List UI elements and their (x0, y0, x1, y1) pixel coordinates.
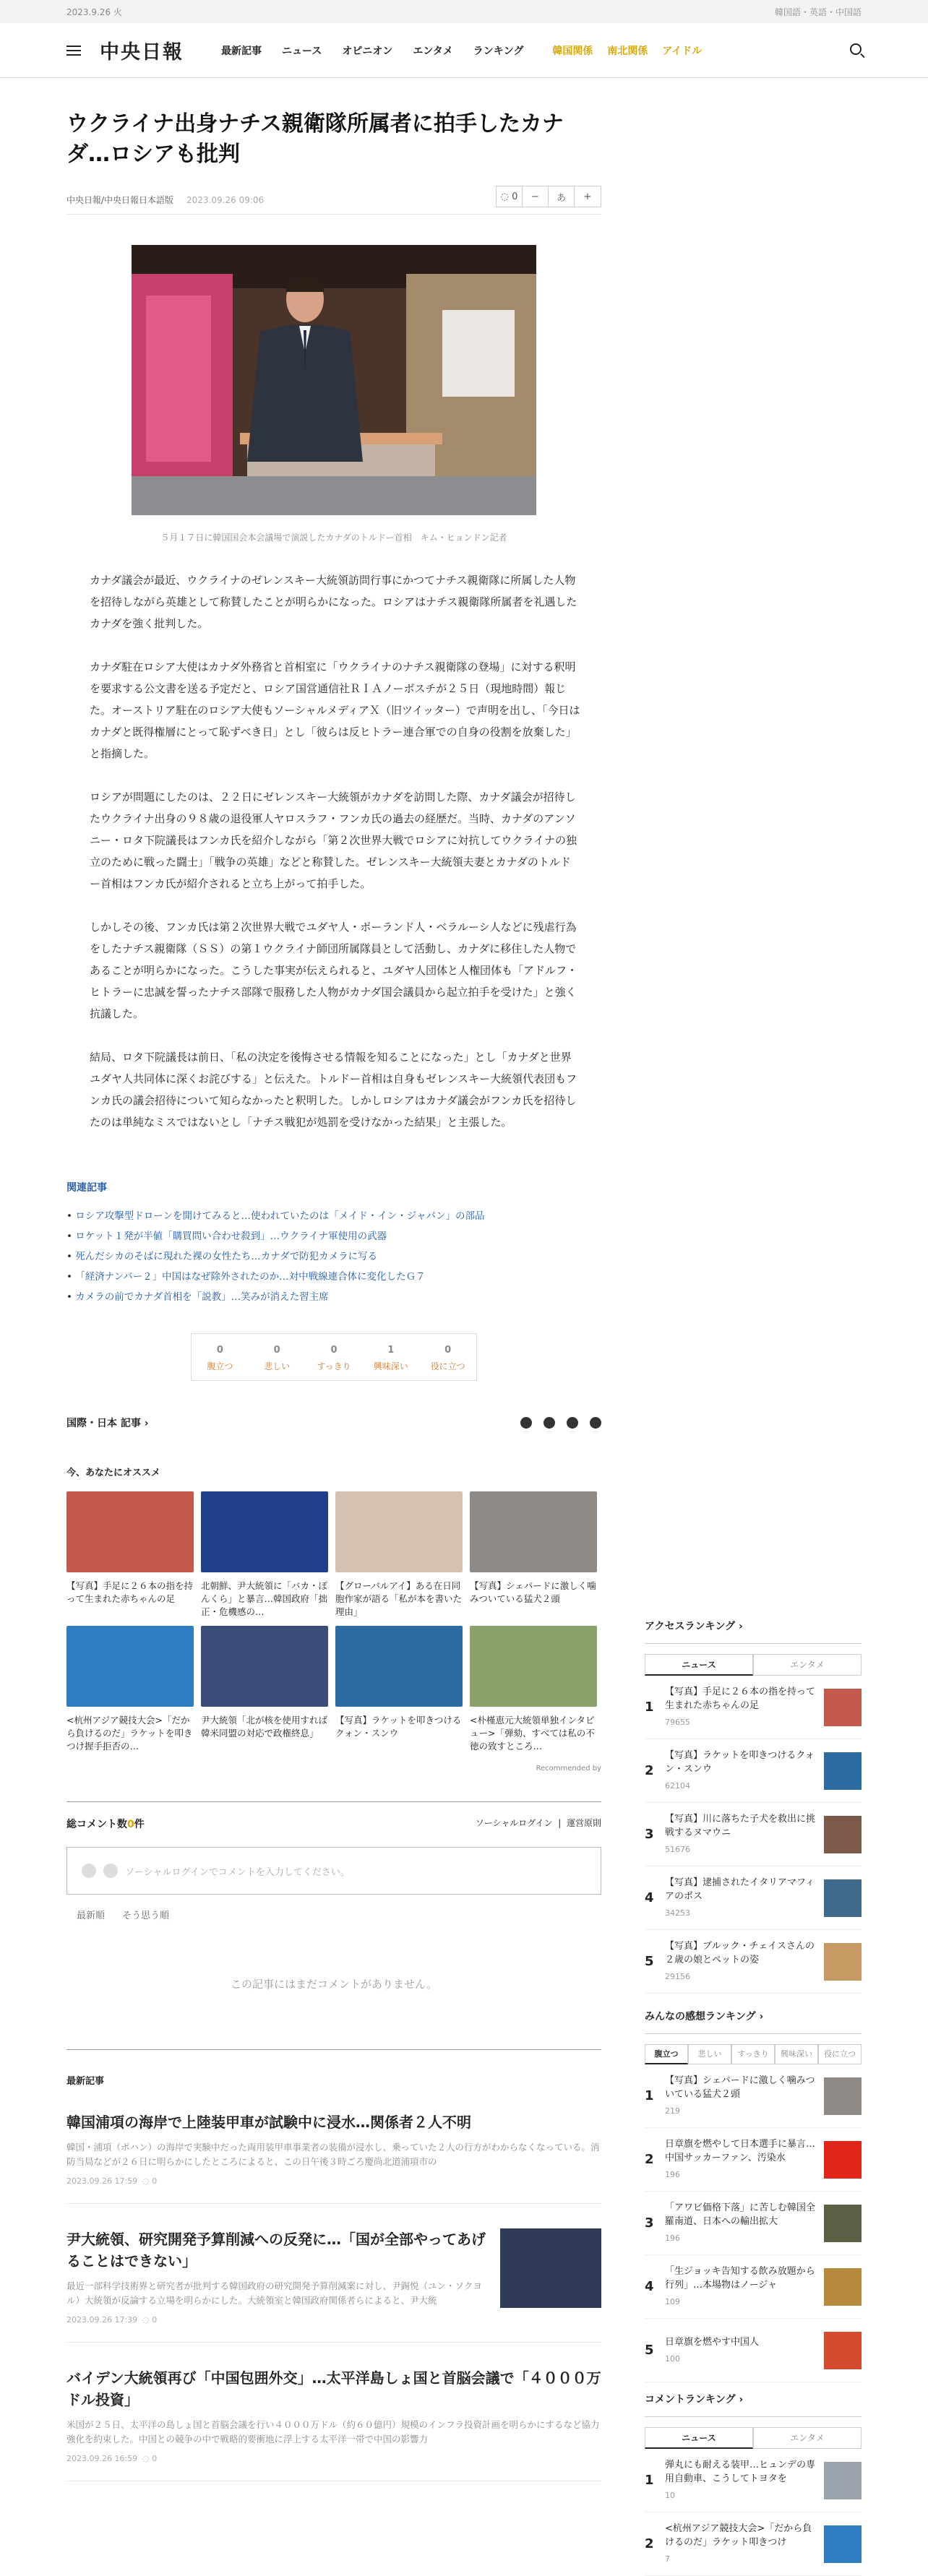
facebook-login-icon[interactable] (103, 1864, 118, 1878)
reco-thumb (201, 1626, 328, 1707)
related-heading: 関連記事 (66, 1182, 107, 1194)
reco-thumb (470, 1491, 597, 1572)
facebook-icon[interactable] (544, 1417, 555, 1429)
reco-card[interactable]: 北朝鮮、尹大統領に「バカ・ぽんくら」と暴言…韓国政府「拙正・危機感の… (201, 1491, 328, 1619)
feeling-ranking (645, 2009, 862, 2382)
news-desc: 米国が２５日、太平洋の島しょ国と首脳会議を行い４０００万ドル（約６０億円）規模のインフラ投資計画を明らかにするなど協力強化を約束した。中国との競争の中で戦略的要衝地に浮上する太平洋一帯で中国の影響力 (66, 2419, 600, 2444)
rank-thumb (824, 1752, 862, 1790)
rank-thumb (824, 2525, 862, 2563)
paragraph: ロシアが問題にしたのは、２２日にゼレンスキー大統領がカナダを訪問した際、カナダ議会が招待したウクライナ出身の９８歳の退役軍人ヤロスラフ・フンカ氏の過去の経歴だ。当時、カナダのアンソニー・ロタ下院議長はフンカ氏を紹介しながら「第２次世界大戦でロシアに対抗してウクライナの独立のために戦った闘士」「戦争の英雄」などと称賛した。ゼレンスキー大統領夫妻とカナダのトルドー首相はフンカ氏が紹介されると立ち上がって拍手した。 (90, 791, 577, 890)
comment-links: ソーシャルログイン | 運営原則 (475, 1818, 601, 1828)
paragraph: カナダ駐在ロシア大使はカナダ外務省と首相室に「ウクライナのナチス親衛隊の登場」に対する釈明を要求する公文書を送る予定だと、ロシア国営通信社ＲＩＡノーボスチが２５日（現地時間）報じた。オーストリア駐在のロシア大使もソーシャルメディアＸ（旧ツイッター）で声明を出し、「今日はカナダと既得権層にとって恥ずべき日」とし「彼らは反ヒトラー連合軍での自身の役割を放棄した」と指摘した。 (90, 660, 580, 760)
twitter-login-icon[interactable] (82, 1864, 96, 1878)
news-date: 2023.09.26 16:59 ◌ 0 (66, 2454, 158, 2463)
news-item[interactable] (66, 2228, 601, 2343)
nav-ranking[interactable]: ランキング (473, 45, 524, 57)
comment-input[interactable] (66, 1847, 601, 1895)
article-source: 中央日報/中央日報日本語版 (66, 195, 174, 205)
rank-item[interactable]: 3 【写真】川に落ちた子犬を救出に挑戦するヌマウニ 51676 (645, 1803, 862, 1866)
comment-placeholder: ソーシャルログインでコメントを入力してください。 (125, 1866, 350, 1878)
recommended-by[interactable]: Recommended by (536, 1765, 601, 1772)
section-header (66, 1416, 601, 1430)
rank-thumb (824, 1689, 862, 1726)
rank-item[interactable]: 2 <杭州アジア競技大会>「だから負けるのだ」ラケット叩きつけ 7 (645, 2512, 862, 2576)
rank-item[interactable]: 5 【写真】ブルック・チェイスさんの２歳の娘とペットの姿 29156 (645, 1930, 862, 1994)
comment-sort (66, 1908, 601, 1921)
paragraph: 結局、ロタ下院議長は前日、「私の決定を後悔させる情報を知ることになった」とし「カナダと世界ユダヤ人共同体に深くお詫びする」と伝えた。トルドー首相は自身もゼレンスキー大統領代表団もフンカ氏の議会招待について知らなかったと釈明した。しかしロシアはカナダ議会がフンカ氏を招待したのは単純なミスではないとし「ナチス戦犯が処罰を受けなかった結果」と主張した。 (90, 1051, 577, 1129)
rank-thumb (824, 1879, 862, 1917)
reco-card[interactable]: <杭州アジア競技大会>「だから負けるのだ」ラケットを叩きつけ握手拒否の… (66, 1626, 194, 1753)
latest-heading: 最新記事 (66, 2076, 105, 2087)
recommendation-heading: 今、あなたにオススメ (66, 1468, 160, 1478)
rank-thumb (824, 1816, 862, 1853)
article-meta (66, 186, 601, 215)
rank-item[interactable]: 5 日章旗を燃やす中国人 100 (645, 2319, 862, 2382)
reaction-bar (191, 1333, 477, 1381)
reco-card[interactable]: <朴槿恵元大統領単独インタビュー>「弾劾、すべては私の不徳の致すところ… (470, 1626, 597, 1753)
font-size-label: あ (549, 186, 575, 207)
photo-trudeau-speech (132, 245, 536, 515)
mail-icon[interactable] (590, 1417, 601, 1429)
comment-ranking-title[interactable]: コメントランキング › (645, 2392, 862, 2417)
reco-card[interactable]: 【写真】ラケットを叩きつけるクォン・スンウ (335, 1626, 463, 1753)
reaction-refreshed[interactable]: 0 すっきり (317, 1345, 351, 1371)
sort-latest[interactable]: 最新順 (77, 1911, 106, 1921)
rank-item[interactable]: 2 日章旗を燃やして日本選手に暴言…中国サッカーファン、汚染水 196 (645, 2128, 862, 2192)
news-title[interactable]: バイデン大統領再び「中国包囲外交」…太平洋島しょ国と首脳会議で「４０００万ドル投資」 (66, 2369, 601, 2408)
news-item[interactable] (66, 2111, 601, 2204)
nav-news[interactable]: ニュース (282, 45, 322, 57)
article-photo (132, 245, 536, 515)
font-increase-button[interactable]: + (583, 191, 592, 202)
rank-thumb (824, 2141, 862, 2179)
rank-item[interactable]: 4 【写真】逮捕されたイタリアマフィアのボス 34253 (645, 1866, 862, 1930)
related-link[interactable]: • カメラの前でカナダ首相を「説教」…笑みが消えた習主席 (66, 1287, 601, 1307)
related-link[interactable]: • 「経済ナンバー２」中国はなぜ除外されたのか…対中戦線連合体に変化したＧ７ (66, 1267, 601, 1287)
rules-link[interactable]: 運営原則 (566, 1818, 601, 1828)
rank-thumb (824, 2268, 862, 2306)
tab-useful[interactable]: 役に立つ (818, 2044, 862, 2064)
nav-opinion[interactable]: オピニオン (342, 45, 393, 57)
news-date: 2023.09.26 17:59 ◌ 0 (66, 2176, 158, 2186)
menu-icon[interactable] (66, 46, 81, 56)
line-icon[interactable] (567, 1417, 578, 1429)
access-ranking-title[interactable]: アクセスランキング › (645, 1619, 862, 1644)
nav-inter-korean[interactable]: 南北関係 (607, 45, 648, 57)
reco-thumb (66, 1491, 194, 1572)
tab-angry[interactable]: 腹立つ (645, 2044, 688, 2064)
tab-interesting[interactable]: 興味深い (775, 2044, 818, 2064)
nav-entertainment[interactable]: エンタメ (413, 45, 453, 57)
news-title[interactable]: 尹大統領、研究開発予算削減への反発に…「国が全部やってあげることはできない」 (66, 2231, 486, 2270)
site-header (0, 23, 928, 78)
news-title[interactable]: 韓国浦項の海岸で上陸装甲車が試験中に浸水…関係者２人不明 (66, 2114, 471, 2131)
article-tools (496, 186, 601, 207)
reco-card[interactable]: 尹大統領「北が核を使用すれば韓米同盟の対応で政権終息」 (201, 1626, 328, 1753)
site-logo[interactable]: 中央日報 (100, 41, 184, 64)
article-date: 2023.09.26 09:06 (186, 194, 265, 205)
access-ranking (645, 1619, 862, 1994)
topic-nav (552, 43, 702, 58)
article-title: ウクライナ出身ナチス親衛隊所属者に拍手したカナダ…ロシアも批判 (66, 111, 564, 167)
feeling-ranking-title[interactable]: みんなの感想ランキング › (645, 2009, 862, 2034)
comment-rank-tabs (645, 2427, 862, 2449)
nav-korea-relations[interactable]: 韓国関係 (552, 45, 593, 57)
twitter-icon[interactable] (520, 1417, 532, 1429)
feeling-tabs (645, 2044, 862, 2064)
related-link[interactable]: • ロケット１発が半値「購買問い合わせ殺到」…ウクライナ軍使用の武器 (66, 1226, 601, 1246)
rank-thumb (824, 2332, 862, 2369)
reco-thumb (335, 1626, 463, 1707)
nav-latest[interactable]: 最新記事 (221, 45, 262, 57)
access-tabs (645, 1654, 862, 1676)
rank-thumb (824, 2077, 862, 2115)
share-buttons (520, 1417, 601, 1429)
rank-item[interactable]: 1 弾丸にも耐える装甲…ヒュンデの専用自動車、こうしてトヨタを 10 (645, 2449, 862, 2512)
empty-comments: この記事にはまだコメントがありません。 (66, 1976, 601, 2050)
tab-sad[interactable]: 悲しい (688, 2044, 731, 2064)
reaction-sad[interactable]: 0 悲しい (264, 1345, 291, 1371)
sort-agree[interactable]: そう思う順 (122, 1911, 170, 1921)
photo-caption: ５月１７日に韓国国会本会議場で演説したカナダのトルドー首相 キム・ヒョンドン記者 (160, 533, 507, 543)
reaction-angry[interactable]: 0 腹立つ (207, 1345, 233, 1371)
news-desc: 最近一部科学技術界と研究者が批判する韓国政府の研究開発予算削減案に対し、尹錫悦（ユン・ソクヨル）大統領が反論する立場を明らかにした。大統領室と韓国政府関係者らによると、尹大統 (66, 2280, 482, 2306)
related-list (66, 1206, 601, 1307)
rank-item[interactable]: 2 【写真】ラケットを叩きつけるクォン・スンウ 62104 (645, 1739, 862, 1803)
reco-thumb (470, 1626, 597, 1707)
reco-card[interactable]: 【グローバルアイ】ある在日同胞作家が語る「私が本を書いた理由」 (335, 1491, 463, 1619)
recommendation-grid (66, 1491, 601, 1753)
rank-thumb (824, 2205, 862, 2242)
tab-news[interactable]: ニュース (645, 2427, 753, 2449)
reco-thumb (201, 1491, 328, 1572)
reaction-interesting[interactable]: 1 興味深い (373, 1345, 408, 1371)
reco-thumb (335, 1491, 463, 1572)
top-bar (0, 0, 928, 23)
reco-card[interactable]: 【写真】手足に２６本の指を持って生まれた赤ちゃんの足 (66, 1491, 194, 1619)
comment-count-button[interactable]: ◌ 0 (497, 186, 523, 207)
section-link[interactable]: 国際・日本 記事 › (66, 1418, 149, 1429)
nav-idol[interactable]: アイドル (662, 45, 703, 57)
rank-thumb (824, 2462, 862, 2499)
related-link[interactable]: • 死んだシカのそばに現れた裸の女性たち…カナダで防犯カメラに写る (66, 1246, 601, 1267)
social-login-link[interactable]: ソーシャルログイン (475, 1818, 553, 1828)
tab-refreshed[interactable]: すっきり (731, 2044, 775, 2064)
comment-title: 総コメント数0件 (66, 1819, 145, 1830)
tab-entertainment[interactable]: エンタメ (753, 2427, 862, 2449)
paragraph: カナダ議会が最近、ウクライナのゼレンスキー大統領訪問行事にかつてナチス親衛隊に所属した人物を招待しながら英雄として称賛したことが明らかになった。ロシアはナチス親衛隊所属者を礼遇したカナダを強く批判した。 (90, 574, 577, 630)
paragraph: しかしその後、フンカ氏は第２次世界大戦でユダヤ人・ポーランド人・ベラルーシ人などに残虐行為をしたナチス親衛隊（ＳＳ）の第１ウクライナ師団所属隊員として活動し、カナダに移住した人物であることが明らかになった。こうした事実が伝えられると、ユダヤ人団体と人権団体も「アドルフ・ヒトラーに忠誠を誓ったナチス部隊で服務した人物がカナダ国会議員から起立拍手を受けた」と強く抗議した。 (90, 921, 578, 1020)
search-icon[interactable] (850, 43, 862, 55)
current-date: 2023.9.26 火 (66, 7, 122, 17)
related-link[interactable]: • ロシア攻撃型ドローンを開けてみると…使われていたのは「メイド・イン・ジャパン」の部品 (66, 1206, 601, 1226)
rank-item[interactable]: 1 【写真】手足に２６本の指を持って生まれた赤ちゃんの足 79655 (645, 1676, 862, 1739)
news-item[interactable] (66, 2367, 601, 2481)
tab-entertainment[interactable]: エンタメ (753, 1654, 862, 1676)
article-column (66, 78, 601, 2481)
rank-item[interactable]: 3 「アワビ価格下落」に苦しむ韓国全羅南道、日本への輸出拡大 196 (645, 2192, 862, 2255)
news-date: 2023.09.26 17:39 ◌ 0 (66, 2315, 158, 2325)
news-thumb (500, 2228, 601, 2308)
article-body (90, 569, 581, 1133)
language-links[interactable]: 韓国語・英語・中国語 (774, 7, 862, 17)
news-desc: 韓国・浦項（ポハン）の海岸で実験中だった両用装甲車事業者の装備が浸水し、乗っていた２人の行方がわからなくなっている。消防当局などが２６日に明らかにしたところによると、この日午後３時ごろ慶尚北道浦項市の (66, 2142, 600, 2167)
comment-icon: ◌ (500, 191, 512, 202)
main-nav (221, 43, 523, 58)
rank-item[interactable]: 1 【写真】シェパードに激しく噛みついている猛犬２頭 219 (645, 2064, 862, 2128)
font-decrease-button[interactable]: − (523, 186, 549, 207)
comment-header (66, 1801, 601, 1831)
tab-news[interactable]: ニュース (645, 1654, 753, 1676)
reco-card[interactable]: 【写真】シェパードに激しく噛みついている猛犬２頭 (470, 1491, 597, 1619)
reaction-useful[interactable]: 0 役に立つ (430, 1345, 465, 1371)
comment-ranking (645, 2392, 862, 2576)
rank-thumb (824, 1943, 862, 1981)
reco-thumb (66, 1626, 194, 1707)
rank-item[interactable]: 4 「生ジョッキ告知する飲み放題から行列」…本場物はノージャ 109 (645, 2255, 862, 2319)
